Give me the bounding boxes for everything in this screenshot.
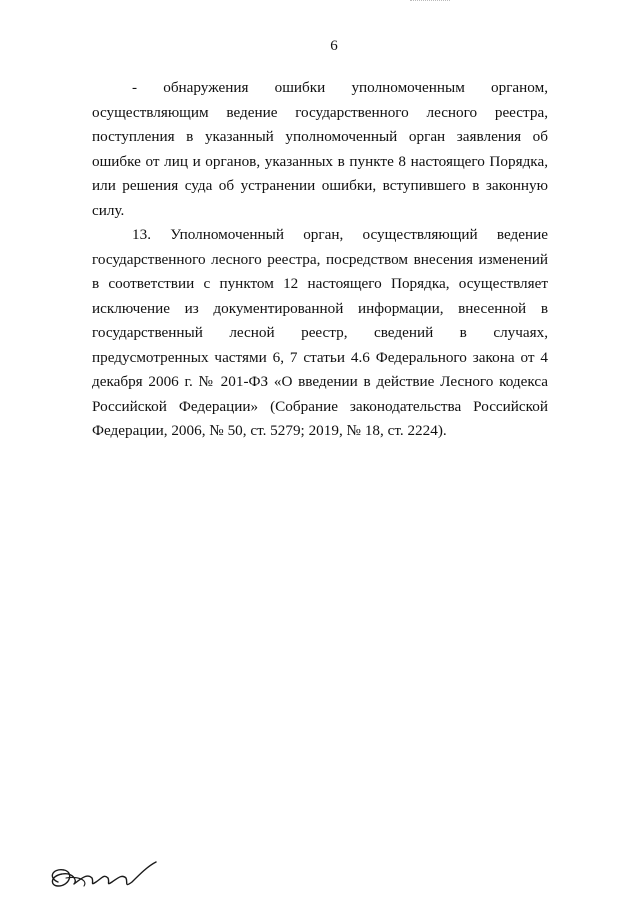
page-number: 6 <box>330 38 338 54</box>
document-body <box>92 76 548 444</box>
paragraph-item-13: 13. Уполномоченный орган, осуществляющий ведение государственного лесного реестра, посредством внесения изменений в соответствии с пунктом 12 настоящего Порядка, осуществляет исключение из документированной информации, внесенной в государственный лесной реестр, сведений в случаях, предусмотренных частями 6, 7 статьи 4.6 Федерального закона от 4 декабря 2006 г. № 201-ФЗ «О введении в действие Лесного кодекса Российской Федерации» (Собрание законодательства Российской Федерации, 2006, № 50, ст. 5279; 2019, № 18, ст. 2224). <box>92 226 548 439</box>
paragraph-error-detection: - обнаружения ошибки уполномоченным органом, осуществляющим ведение государственного лесного реестра, поступления в указанный уполномоченный орган заявления об ошибке от лиц и органов, указанных в пункте 8 настоящего Порядка, или решения суда об устранении ошибки, вступившего в законную силу. <box>92 79 548 219</box>
scan-edge-mark <box>410 0 450 3</box>
signature-icon <box>44 856 164 896</box>
